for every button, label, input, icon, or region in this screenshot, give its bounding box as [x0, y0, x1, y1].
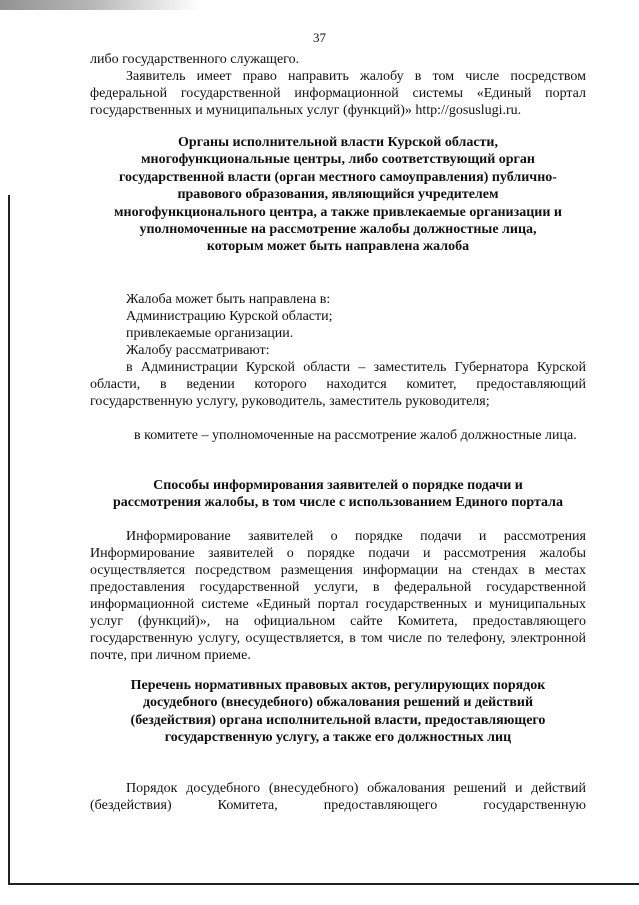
committee-paragraph: в комитете – уполномоченные на рассмотрение жалоб должностные лица.	[134, 428, 577, 443]
heading-line: Органы исполнительной власти Курской области,	[178, 135, 498, 150]
heading-line: правового образования, являющийся учредителем	[177, 187, 499, 203]
heading-line: Перечень нормативных правовых актов, регулирующих порядок	[130, 678, 546, 693]
page-border-bottom	[8, 883, 639, 885]
page-border-left	[8, 195, 10, 885]
heading-line: Способы информирования заявителей о порядке подачи и	[153, 478, 523, 493]
reviewers-paragraph: в Администрации Курской области – заместитель Губернатора Курской области, в ведении которого находится комитет, предоставляющий государственную услугу, руководитель, заместитель руководителя;	[90, 360, 586, 409]
list-line: Жалоба может быть направлена в:	[126, 292, 331, 307]
intro-line: либо государственного служащего.	[90, 52, 300, 67]
heading-line: многофункциональные центры, либо соответствующий орган	[141, 152, 535, 168]
list-line: Администрацию Курской области;	[126, 309, 333, 324]
information-line: Информирование заявителей о порядке подачи и рассмотрения	[126, 529, 586, 544]
heading-line: (бездействия) органа исполнительной власти, предоставляющего	[130, 712, 546, 728]
list-line: Жалобу рассматривают:	[126, 343, 270, 358]
intro-paragraph: Заявитель имеет право направить жалобу в том числе посредством федеральной государственной информационной системы «Единый портал государственных и муниципальных услуг (функций)» http://gosuslugi.ru.	[90, 69, 586, 118]
heading-line: государственную услугу, а также его должностных лиц	[164, 730, 512, 746]
heading-legal-acts	[90, 677, 586, 747]
heading-line: которым может быть направлена жалоба	[206, 239, 470, 255]
list-line: привлекаемые организации.	[126, 326, 294, 341]
heading-line: государственной власти (орган местного самоуправления) публично-	[119, 169, 557, 185]
information-paragraph: Информирование заявителей о порядке подачи и рассмотрения жалобы осуществляется посредством размещения информации на стендах в местах предоставления государственной услуги, в федеральной государственной информационной системе «Единый портал государственных и муниципальных услуг (функций)», на официальном сайте Комитета, предоставляющего государственную услугу, осуществляется, в том числе по телефону, электронной почте, при личном приеме.	[90, 546, 586, 663]
page-number: 37	[313, 30, 326, 45]
procedure-paragraph: Порядок досудебного (внесудебного) обжалования решений и действий (бездействия) Комитета, предоставляющего государственную	[90, 781, 586, 813]
scan-artifact	[0, 0, 200, 10]
heading-line: уполномоченные на рассмотрение жалобы должностные лица,	[139, 222, 537, 238]
heading-line: многофункционального центра, а также привлекаемые организации и	[114, 204, 562, 220]
heading-complaint-bodies	[90, 134, 586, 256]
heading-line: досудебного (внесудебного) обжалования решений и действий	[142, 695, 534, 711]
heading-line: рассмотрения жалобы, в том числе с использованием Единого портала	[113, 495, 563, 511]
heading-information-methods	[90, 477, 586, 512]
